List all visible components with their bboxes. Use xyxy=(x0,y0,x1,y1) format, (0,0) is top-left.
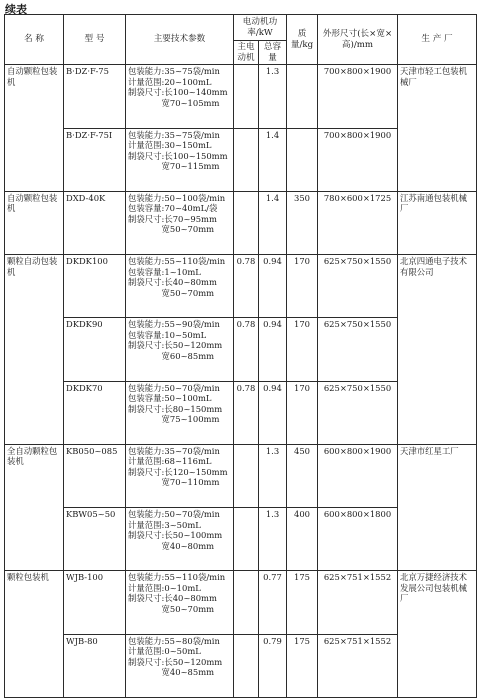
dims-cell: 625×750×1550 xyxy=(318,318,398,381)
total-power-cell: 1.3 xyxy=(259,508,287,571)
params-cell: 包装能力:35~70袋/min 计量范围:68~116mL 制袋尺寸:长120~150mm 宽70~110mm xyxy=(126,444,234,507)
maker-cell: 北京万捷经济技术发展公司包装机械厂 xyxy=(398,571,477,698)
params-cell: 包装能力:35~75袋/min 计量范围:30~150mL 制袋尺寸:长100~150mm 宽70~115mm xyxy=(126,128,234,191)
model-cell: DKDK100 xyxy=(64,255,126,318)
total-power-cell: 0.94 xyxy=(259,255,287,318)
params-cell: 包装能力:55~110袋/min 包装容量:1~10mL 制袋尺寸:长40~80mm 宽50~70mm xyxy=(126,255,234,318)
header-params: 主要技术参数 xyxy=(126,15,234,65)
table-row xyxy=(5,191,477,254)
params-cell: 包装能力:55~110袋/min 计量范围:0~10mL 制袋尺寸:长40~80mm 宽50~70mm xyxy=(126,571,234,634)
dims-cell: 700×800×1900 xyxy=(318,128,398,191)
header-power-main: 主电动机 xyxy=(234,41,259,65)
machine-name-cell: 颗粒自动包装机 xyxy=(5,255,64,445)
mass-cell: 170 xyxy=(287,255,318,318)
dims-cell: 700×800×1900 xyxy=(318,65,398,128)
header-dims: 外形尺寸(长×宽×高)/mm xyxy=(318,15,398,65)
total-power-cell: 0.79 xyxy=(259,634,287,697)
dims-cell: 625×751×1552 xyxy=(318,571,398,634)
main-power-cell: 0.78 xyxy=(234,381,259,444)
machine-name-cell: 颗粒包装机 xyxy=(5,571,64,698)
packaging-machine-table xyxy=(4,14,477,698)
header-name: 名 称 xyxy=(5,15,64,65)
total-power-cell: 1.4 xyxy=(259,191,287,254)
params-cell: 包装能力:50~100袋/min 包装容量:70~40mL/袋 制袋尺寸:长70~95mm 宽50~70mm xyxy=(126,191,234,254)
mass-cell: 170 xyxy=(287,381,318,444)
header-maker: 生 产 厂 xyxy=(398,15,477,65)
model-cell: DKDK70 xyxy=(64,381,126,444)
header-mass: 质量/kg xyxy=(287,15,318,65)
machine-name-cell: 自动颗粒包装机 xyxy=(5,65,64,192)
header-model: 型 号 xyxy=(64,15,126,65)
main-power-cell xyxy=(234,571,259,634)
header-power: 电动机功率/kW xyxy=(234,15,287,41)
main-power-cell xyxy=(234,65,259,128)
params-cell: 包装能力:35~75袋/min 计量范围:20~100mL 制袋尺寸:长100~140mm 宽70~105mm xyxy=(126,65,234,128)
total-power-cell: 1.4 xyxy=(259,128,287,191)
main-power-cell xyxy=(234,508,259,571)
params-cell: 包装能力:50~70袋/min 计量范围:3~50mL 制袋尺寸:长50~100mm 宽40~80mm xyxy=(126,508,234,571)
model-cell: DXD-40K xyxy=(64,191,126,254)
dims-cell: 625×750×1550 xyxy=(318,381,398,444)
mass-cell: 400 xyxy=(287,508,318,571)
mass-cell xyxy=(287,128,318,191)
model-cell: KB050~085 xyxy=(64,444,126,507)
mass-cell: 175 xyxy=(287,571,318,634)
machine-name-cell: 自动颗粒包装机 xyxy=(5,191,64,254)
params-cell: 包装能力:55~90袋/min 包装容量:10~50mL 制袋尺寸:长50~120mm 宽60~85mm xyxy=(126,318,234,381)
table-row xyxy=(5,444,477,507)
main-power-cell xyxy=(234,191,259,254)
mass-cell xyxy=(287,65,318,128)
header-power-total: 总容量 xyxy=(259,41,287,65)
model-cell: WJB-100 xyxy=(64,571,126,634)
machine-name-cell: 全自动颗粒包装机 xyxy=(5,444,64,571)
table-row xyxy=(5,65,477,128)
mass-cell: 350 xyxy=(287,191,318,254)
model-cell: KBW05~50 xyxy=(64,508,126,571)
model-cell: DKDK90 xyxy=(64,318,126,381)
total-power-cell: 0.77 xyxy=(259,571,287,634)
params-cell: 包装能力:55~80袋/min 计量范围:0~50mL 制袋尺寸:长50~120mm 宽40~85mm xyxy=(126,634,234,697)
maker-cell: 北京四通电子技术有限公司 xyxy=(398,255,477,445)
model-cell: B·DZ·F-75 xyxy=(64,65,126,128)
table-body xyxy=(5,65,477,698)
model-cell: B·DZ·F-75Ⅰ xyxy=(64,128,126,191)
dims-cell: 625×751×1552 xyxy=(318,634,398,697)
dims-cell: 625×750×1550 xyxy=(318,255,398,318)
total-power-cell: 0.94 xyxy=(259,381,287,444)
maker-cell: 天津市红星工厂 xyxy=(398,444,477,571)
mass-cell: 450 xyxy=(287,444,318,507)
table-row xyxy=(5,571,477,634)
model-cell: WJB-80 xyxy=(64,634,126,697)
total-power-cell: 1.3 xyxy=(259,444,287,507)
dims-cell: 780×600×1725 xyxy=(318,191,398,254)
maker-cell: 天津市轻工包装机械厂 xyxy=(398,65,477,192)
table-row xyxy=(5,255,477,318)
mass-cell: 170 xyxy=(287,318,318,381)
total-power-cell: 1.3 xyxy=(259,65,287,128)
main-power-cell: 0.78 xyxy=(234,255,259,318)
mass-cell: 175 xyxy=(287,634,318,697)
params-cell: 包装能力:50~70袋/min 包装容量:50~100mL 制袋尺寸:长80~150mm 宽75~100mm xyxy=(126,381,234,444)
dims-cell: 600×800×1800 xyxy=(318,508,398,571)
table-caption: 续表 xyxy=(5,3,27,16)
main-power-cell xyxy=(234,444,259,507)
main-power-cell xyxy=(234,128,259,191)
dims-cell: 600×800×1900 xyxy=(318,444,398,507)
main-power-cell: 0.78 xyxy=(234,318,259,381)
maker-cell: 江苏南通包装机械厂 xyxy=(398,191,477,254)
total-power-cell: 0.94 xyxy=(259,318,287,381)
main-power-cell xyxy=(234,634,259,697)
